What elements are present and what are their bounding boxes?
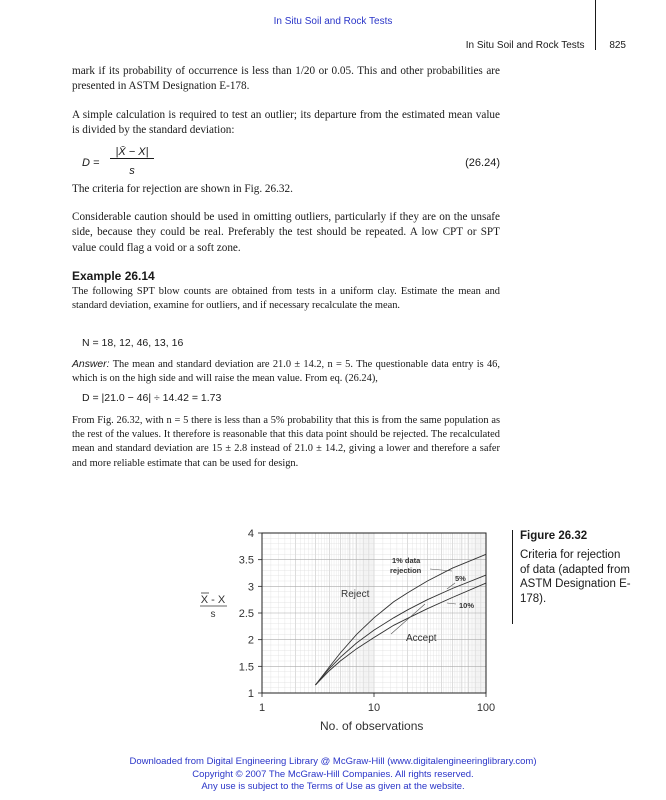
x-tick-label: 100 (476, 702, 496, 714)
equation-denominator: s (129, 165, 135, 177)
annotation-10pct: 10% (459, 601, 475, 610)
equation-number: (26.24) (465, 157, 500, 169)
running-head-title: In Situ Soil and Rock Tests (465, 40, 585, 51)
answer-label: Answer: (72, 359, 110, 370)
chart-ticks (239, 528, 495, 714)
y-tick-label: 2.5 (238, 608, 254, 620)
annotation-accept: Accept (406, 633, 437, 644)
figure-caption (512, 530, 632, 606)
y-tick-label: 1 (247, 688, 254, 700)
equation-lhs: D = (82, 157, 100, 169)
example-problem: The following SPT blow counts are obtained from tests in a uniform clay. Estimate the mean and standard deviation, examine for outliers, and if necessary recalculate the mean. (72, 286, 500, 312)
example-calculation: D = |21.0 − 46| ÷ 14.42 = 1.73 (82, 392, 222, 404)
x-tick-label: 10 (367, 702, 381, 714)
example-conclusion: From Fig. 26.32, with n = 5 there is less than a 5% probability that this is from the same population as the rest of the values. It therefore is reasonable that this data point should be rejected. The recalculated mean and standard deviation are 15 ± 2.8 instead of 21.0 ± 14.2, giving a lower and therefore a safer and more reliable estimate that can be used for design. (72, 415, 500, 469)
paragraph-3: The criteria for rejection are shown in Fig. 26.32. (72, 183, 293, 195)
y-tick-label: 3 (247, 581, 254, 594)
paragraph-4: Considerable caution should be used in omitting outliers, particularly if they are on the unsafe side, because they could be real. Preferably the test should be repeated. A low CPT or SPT value could flag a void or a soft zone. (72, 211, 500, 254)
x-tick-label: 1 (258, 702, 266, 714)
answer-text: The mean and standard deviation are 21.0 ± 14.2, n = 5. The questionable data entry is 46, which is on the high side and will raise the mean value. From eq. (26.24), (72, 359, 500, 385)
footer-line-3: Any use is subject to the Terms of Use as given at the website. (201, 781, 465, 792)
y-tick-label: 1.5 (238, 661, 254, 674)
annotation-1pct-line2: rejection (390, 566, 422, 575)
y-tick-label: 2 (247, 634, 254, 647)
paragraph-1: mark if its probability of occurrence is less than 1/20 or 0.05. This and other probabilities are presented in ASTM Designation E-178. (72, 65, 500, 93)
footer-line-1[interactable]: Downloaded from Digital Engineering Library @ McGraw-Hill (www.digitalengineeringlibrary.com) (129, 756, 537, 767)
annotation-1pct: 1% data (392, 556, 421, 565)
annotation-5pct: 5% (455, 574, 466, 583)
y-axis-label-denominator: s (210, 609, 216, 620)
example-data: N = 18, 12, 46, 13, 16 (82, 337, 184, 349)
y-tick-label: 3.5 (238, 554, 254, 567)
x-axis-label: No. of observations (320, 719, 424, 733)
chart-grid (262, 533, 486, 693)
figure-caption-text: Criteria for rejection of data (adapted from ASTM Designation E-178). (520, 549, 631, 605)
top-book-title-link[interactable]: In Situ Soil and Rock Tests (273, 16, 393, 27)
footer (0, 756, 666, 794)
page-number: 825 (609, 40, 626, 51)
figure-label: Figure 26.32 (520, 530, 588, 542)
y-axis-label-numerator: X - X (200, 594, 226, 606)
y-tick-label: 4 (247, 528, 254, 540)
annotation-reject: Reject (341, 589, 370, 600)
footer-line-2: Copyright © 2007 The McGraw-Hill Companies. All rights reserved. (192, 768, 474, 780)
example-heading: Example 26.14 (72, 269, 155, 283)
paragraph-2: A simple calculation is required to test an outlier; its departure from the estimated mean value is divided by the standard deviation: (72, 109, 500, 137)
equation-numerator: |X̄ − X| (110, 146, 154, 159)
leader-accept (391, 604, 425, 634)
